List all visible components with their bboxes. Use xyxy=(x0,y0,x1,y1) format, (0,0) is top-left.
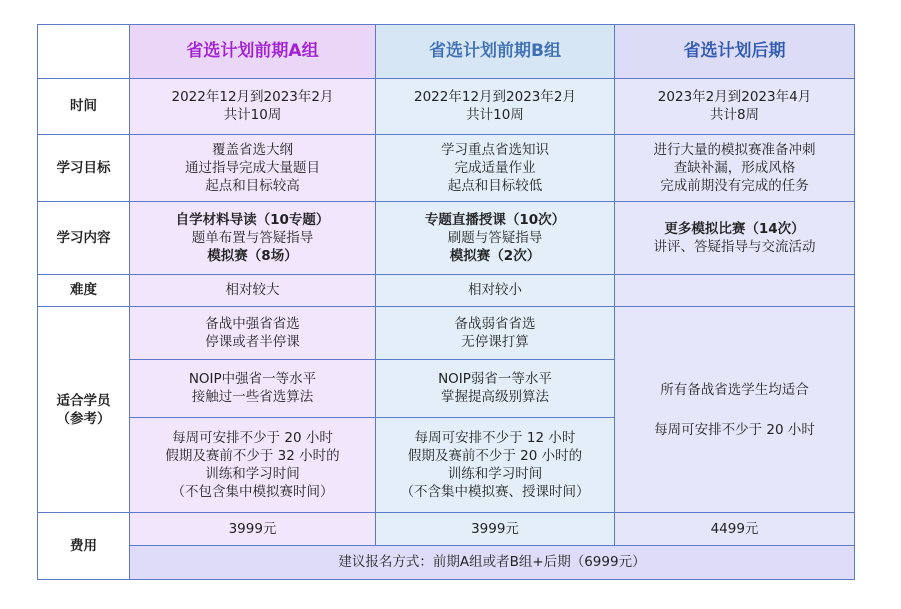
row-label-fee: 费用 xyxy=(38,513,130,580)
time-b xyxy=(376,78,615,135)
suitable-a2-line: 接触过一些省选算法 xyxy=(191,389,314,406)
suitable-a3 xyxy=(130,418,376,513)
row-label-content: 学习内容 xyxy=(38,201,130,274)
content-c xyxy=(615,201,855,274)
header-later: 省选计划后期 xyxy=(615,25,855,79)
suitable-a1 xyxy=(130,307,376,360)
time-c xyxy=(615,78,855,135)
suitable-b3-line: 每周可安排不少于 12 小时 xyxy=(414,430,576,447)
content-a xyxy=(130,201,376,274)
goal-b xyxy=(376,135,615,202)
row-label-goal: 学习目标 xyxy=(38,135,130,202)
fee-c: 4499元 xyxy=(615,513,855,545)
goal-c xyxy=(615,135,855,202)
suitable-a3-line: 训练和学习时间 xyxy=(205,466,300,483)
suitable-a2-line: NOIP中强省一等水平 xyxy=(188,371,317,388)
goal-b-line: 学习重点省选知识 xyxy=(441,142,549,159)
suitable-a3-line: 每周可安排不少于 20 小时 xyxy=(172,430,333,447)
suitable-c-line: 每周可安排不少于 20 小时 xyxy=(654,421,815,438)
content-a-line: 自学材料导读（10专题） xyxy=(175,211,330,228)
time-b-line: 2022年12月到2023年2月 xyxy=(414,89,576,106)
suitable-b2 xyxy=(376,359,615,418)
suitable-c-spacer xyxy=(619,399,850,421)
goal-a-line: 覆盖省选大纲 xyxy=(212,142,293,159)
goal-a-line: 起点和目标较高 xyxy=(205,178,300,195)
goal-a xyxy=(130,135,376,202)
goal-a-line: 通过指导完成大量题目 xyxy=(185,160,320,177)
suitable-b3 xyxy=(376,418,615,513)
suitable-a2 xyxy=(130,359,376,418)
content-a-line: 模拟赛（8场） xyxy=(207,247,298,264)
suitable-b1 xyxy=(376,307,615,360)
content-b xyxy=(376,201,615,274)
header-group-b: 省选计划前期B组 xyxy=(376,25,615,79)
time-b-line: 共计10周 xyxy=(466,107,524,124)
fee-suggestion: 建议报名方式：前期A组或者B组+后期（6999元） xyxy=(130,545,855,579)
suitable-b1-line: 备战弱省省选 xyxy=(454,315,536,332)
fee-b: 3999元 xyxy=(376,513,615,545)
suitable-a3-line: （不包含集中模拟赛时间） xyxy=(171,484,334,501)
time-a-line: 2022年12月到2023年2月 xyxy=(171,89,334,106)
suitable-b2-line: NOIP弱省一等水平 xyxy=(438,371,552,388)
goal-b-line: 完成适量作业 xyxy=(454,160,536,177)
suitable-a3-line: 假期及赛前不少于 32 小时的 xyxy=(165,448,340,465)
header-group-a: 省选计划前期A组 xyxy=(130,25,376,79)
content-b-line: 模拟赛（2次） xyxy=(449,247,541,264)
content-b-line: 专题直播授课（10次） xyxy=(424,211,566,228)
suitable-c xyxy=(615,307,855,513)
suitable-b2-line: 掌握提高级别算法 xyxy=(441,389,549,406)
difficulty-a: 相对较大 xyxy=(130,274,376,306)
row-label-difficulty: 难度 xyxy=(38,274,130,306)
goal-c-line: 完成前期没有完成的任务 xyxy=(660,178,809,195)
content-a-line: 题单布置与答疑指导 xyxy=(191,229,314,246)
suitable-c-line: 所有备战省选学生均适合 xyxy=(660,381,809,398)
row-label-suitable xyxy=(38,307,130,513)
time-c-line: 2023年2月到2023年4月 xyxy=(657,89,812,106)
goal-b-line: 起点和目标较低 xyxy=(447,178,543,195)
goal-c-line: 进行大量的模拟赛准备冲刺 xyxy=(653,142,816,159)
row-label-time: 时间 xyxy=(38,78,130,135)
suitable-b1-line: 无停课打算 xyxy=(461,333,529,350)
time-a xyxy=(130,78,376,135)
suitable-a1-line: 停课或者半停课 xyxy=(205,333,300,350)
difficulty-c xyxy=(615,274,855,306)
fee-a: 3999元 xyxy=(130,513,376,545)
difficulty-b: 相对较小 xyxy=(376,274,615,306)
plan-comparison-table xyxy=(37,24,855,580)
corner-cell xyxy=(38,25,130,79)
suitable-b3-line: （不含集中模拟赛、授课时间） xyxy=(400,484,590,501)
suitable-a1-line: 备战中强省省选 xyxy=(205,315,300,332)
suitable-label-line: （参考） xyxy=(56,410,111,427)
content-c-line: 更多模拟比赛（14次） xyxy=(664,220,805,237)
time-c-line: 共计8周 xyxy=(709,107,760,124)
suitable-label-line: 适合学员 xyxy=(56,392,111,409)
content-b-line: 刷题与答疑指导 xyxy=(447,229,543,246)
time-a-line: 共计10周 xyxy=(223,107,282,124)
suitable-b3-line: 假期及赛前不少于 20 小时的 xyxy=(407,448,583,465)
goal-c-line: 查缺补漏，形成风格 xyxy=(673,160,796,177)
content-c-line: 讲评、答疑指导与交流活动 xyxy=(653,238,816,255)
suitable-b3-line: 训练和学习时间 xyxy=(447,466,543,483)
